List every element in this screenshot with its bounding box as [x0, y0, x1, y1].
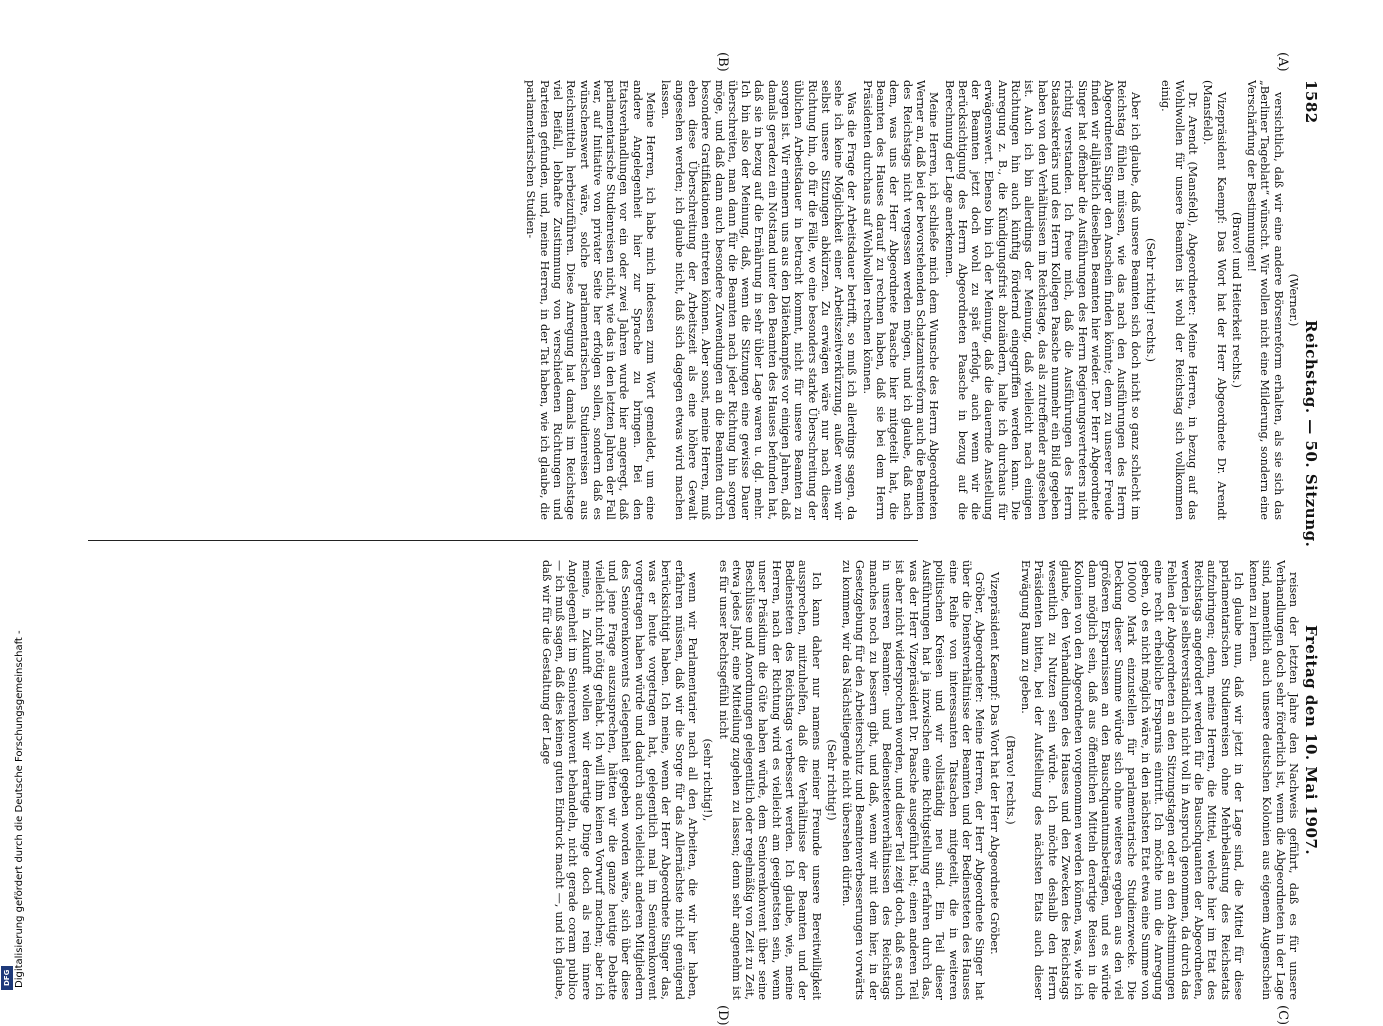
dfg-logo-icon: DFG — [1, 966, 13, 990]
paragraph: Vizepräsident Kaempf: Das Wort hat der Herr Abgeordnete Dr. Arendt (Mansfeld). — [1201, 80, 1228, 520]
paragraph: wenn wir Parlamentarier nach all den Arbeiten, die wir hier haben, erfahren müssen, daß wir die Sorge für das Allernächste nicht genügend berücksichtigt haben. Ich meine, wenn der Herr Abgeordnete Singer das, was er heute vorgetragen hat, gelegentlich mal im Seniorenkonvent vorgetragen haben würde und dadurch auch vielleicht anderen Mitgliedern des Seniorenkonvents Gelegenheit gegeben worden wäre, sich über diese und jene Frage auszusprechen, hätten wir die ganze heutige Debatte vielleicht nicht nötig gehabt. Ich will ihm keinen Vorwurf machen; aber ich meine, in Zukunft wollen wir derartige Dinge doch als rein innere Angelegenheit im Seniorenkonvent behandeln, nicht gerade coram publico — ich muß sagen, daß dies keinen guten Eindruck macht —, und ich glaube, daß wir für die Gestaltung der Lage — [539, 560, 699, 1000]
margin-marker-c: (C) — [1275, 1005, 1290, 1026]
paragraph: Was die Frage der Arbeitsdauer betrifft, so muß ich allerdings sagen, da sehe ich keine Möglichkeit einer Arbeitszeitverkürzung, außer wenn wir selbst unsere Sitzungen abkürzen. Zu erwägen wäre nur nach dieser Richtung hin, ob für die Fälle, wo eine besonders starke Überschreitung der üblichen Arbeitsdauer in betracht kommt, nicht für unsere Beamten zu sorgen ist. Wir erinnern uns aus den Diätenkampfes vor einigen Jahren, daß damals geradezu ein Notstand unter den Beamten des Hauses befunden hat, daß sie in bezug auf die Ernährung in sehr übler Lage waren u. dgl. mehr. Ich bin also der Meinung, daß, wenn die Sitzungen eine gewisse Dauer überschreiten, man dann für die Beamten nach jeder Richtung hin sorgen möge, und daß dann auch besondere Zuwendungen an die Beamten durch besondere Gratifikationen eintreten können. Aber sonst, meine Herren, muß eben diese Überschreitung der Arbeitszeit als eine höhere Gewalt angesehen werden; ich glaube nicht, daß sich dagegen etwas wird machen lassen. — [659, 80, 859, 520]
page-number: 1582 — [1302, 80, 1320, 124]
paragraph: (sehr richtig!), — [701, 738, 715, 822]
digitization-credit: Digitalisierung gefördert durch die Deutsche Forschungsgemeinschaft - — [14, 630, 25, 988]
paragraph: reisen der letzten Jahre den Nachweis geführt, daß es für unsere Verhandlungen doch sehr förderlich ist, wenn die Abgeordneten in der Lage sind, namentlich auch unsere deutschen Kolonien aus eigenem Augenschein kennen zu lernen. — [1247, 560, 1300, 1000]
page-title: Reichstag. — 50. Sitzung. — [1302, 320, 1320, 548]
paragraph: Vizepräsident Kaempf: Das Wort hat der Herr Abgeordnete Gröber. — [988, 572, 1002, 955]
paragraph: Aber ich glaube, daß unsere Beamten sich doch nicht so ganz schlecht im Reichstag fühlen müssen, wie das nach den Ausführungen des Herrn Abgeordneten Singer den Anschein finden könnte; denn zu unserer Freude finden wir alljährlich dieselben Beamten hier wieder. Der Herr Abgeordnete Singer hat offenbar die Ausführungen des Herrn Regierungsvertreters nicht richtig verstanden. Ich freue mich, daß die Ausführungen des Herrn Staatssekretärs und des Herrn Kollegen Paasche nunmehr ein Bild gegeben haben von den Verhältnissen im Reichstage, das als zutreffender angesehen ist. Auch ich bin allerdings der Meinung, daß vielleicht nach einigen Richtungen hin auch künftig fördernd eingegriffen werden kann. Die Anregung z. B., die Kündigungsfrist abzuändern, halte ich durchaus für erwägenswert. Ebenso bin ich der Meinung, daß die dauernde Anstellung der Beamten jetzt doch wohl zu spät erfolgt, auch wenn wir die Berücksichtigung des Herrn Abgeordneten Paasche in bezug auf die Berechnung der Lage anerkennen. — [942, 80, 1142, 520]
paragraph: (Werner.) — [1287, 273, 1300, 327]
margin-marker-a: (A) — [1275, 52, 1290, 72]
rotated-page-content — [80, 52, 1320, 1026]
paragraph: (Sehr richtig!) — [824, 739, 838, 821]
paragraph: Meine Herren, ich schließe mich dem Wunsche des Herrn Abgeordneten Werner an, daß bei der bevorstehenden Schatzamtsreform auch die Beamten des Reichstags nicht vergessen werden mögen, und ich glaube, daß nach dem, was uns der Herr Abgeordnete Paasche hier mitgeteilt hat, die Beamten des Hauses darauf zu rechnen haben, daß sie bei dem Herrn Präsidenten durchaus auf Wohlwollen rechnen können. — [860, 80, 941, 520]
paragraph: versichtlich, daß wir eine andere Börsenreform erhalten, als sie sich das „Berliner Tageblatt“ wünscht. Wir wollen nicht eine Milderung, sondern eine Verschärfung der Bestimmungen! — [1245, 80, 1285, 520]
page-header — [1298, 80, 1320, 1000]
paragraph: (Sehr richtig! rechts.) — [1144, 237, 1158, 363]
paragraph: (Bravo! und Heiterkeit rechts.) — [1229, 212, 1243, 388]
paragraph: Dr. Arendt (Mansfeld), Abgeordneter: Meine Herren, in bezug auf das Wohlwollen für unsere Beamten ist wohl der Reichstag sich vollkommen einig. — [1159, 80, 1199, 520]
session-date: Freitag den 10. Mai 1907. — [1302, 625, 1320, 856]
margin-marker-d: (D) — [715, 1005, 730, 1026]
column-divider — [88, 540, 918, 541]
paragraph: Meine Herren, ich habe mich indessen zum Wort gemeldet, um eine andere Angelegenheit hier zur Sprache zu bringen. Bei den Etatsverhandlungen vor ein oder zwei Jahren wurde hier angeregt, daß parlamentarische Studienreisen nicht, wie das in den letzten Jahren der Fall war, auf Initiative von privater Seite her erfolgen sollen, sondern daß es wünschenswert wäre, solche parlamentarischen Studienreisen aus Reichsmitteln herbeizuführen. Diese Anregung hat damals im Reichstage viel Beifall, lebhafte Zustimmung von verschiedenen Richtungen und Parteien gefunden, und, meine Herren, in der Tat haben, wie ich glaube, die parlamentarischen Studien- — [524, 80, 658, 520]
paragraph: (Bravo! rechts.) — [1003, 735, 1017, 825]
paragraph: Gröber, Abgeordneter: Meine Herren, der Herr Abgeordnete Singer hat über die Dienstverhältnisse der Beamten und der Bediensteten des Hauses eine Reihe von interessanten Tatsachen mitgeteilt, die in weiteren politischen Kreisen und wir vollständig neu sind. Ein Teil dieser Ausführungen hat ja inzwischen eine Richtigstellung erfahren durch das, was der Herr Vizepräsident Dr. Paasche ausgeführt hat; einen anderen Teil ist aber nicht widersprochen worden, und dieser Teil zeigt doch, daß es auch in unseren Beamten- und Bedienstetenverhältnissen des Reichstags manches noch zu bessern gibt, und daß, wenn wir mit dem hier, in der Gesetzgebung für den Arbeiterschutz und Beamtenverbesserungen vorwärts zu kommen, wir das Nächstliegende nicht übersehen dürfen. — [840, 560, 987, 1000]
paragraph: Ich kann daher nur namens meiner Freunde unsere Bereitwilligkeit aussprechen, mitzuhelfen, daß die Verhältnisse der Beamten und der Bediensteten des Reichstags verbessert werden. Ich glaube, wie, meine Herren, nach der Richtung wird es vielleicht am geeignetsten sein, wenn unser Präsidium die Güte haben würde, dem Seniorenkonvent über seine Beschlüsse und Anordnungen gelegentlich oder regelmäßig von Zeit zu Zeit, etwa jedes Jahr, eine Mitteilung zugehen zu lassen; denn sehr angenehm ist es für unser Rechtsgefühl nicht — [716, 560, 823, 1000]
margin-marker-b: (B) — [715, 52, 730, 72]
paragraph: Ich glaube nun, daß wir jetzt in der Lage sind, die Mittel für diese parlamentarischen Studienreisen ohne Mehrbelastung des Reichsetats aufzubringen; denn, meine Herren, die Mittel, welche hier im Etat des Reichstags angefordert werden für die Bauschquanten der Abgeordneten, werden ja selbstverständlich nicht voll in Anspruch genommen, da durch das Fehlen der Abgeordneten an den Sitzungstagen oder an den Abstimmungen eine recht erhebliche Ersparnis eintritt. Ich möchte nun die Anregung geben, ob es nicht möglich wäre, in den nächsten Etat etwa eine Summe von 100000 Mark einzustellen für parlamentarische Studienzwecke. Die Deckung dieser Summe würde sich ohne weiteres ergeben aus den viel größeren Ersparnissen an den Bauschquantumsbeträgen, und es würde dann möglich sein, daß aus öffentlichen Mitteln derartige Reisen in die Kolonien von den Abgeordneten vorgenommen werden können, was, wie ich glaube, den Verhandlungen des Hauses und den Zwecken des Reichstags wesentlich zu Nutzen sein würde. Ich möchte deshalb den Herrn Präsidenten bitten, bei der Aufstellung des nächsten Etats auch dieser Erwägung Raum zu geben. — [1019, 560, 1245, 1000]
right-text-column — [80, 560, 1300, 1000]
left-text-column — [80, 80, 1300, 520]
